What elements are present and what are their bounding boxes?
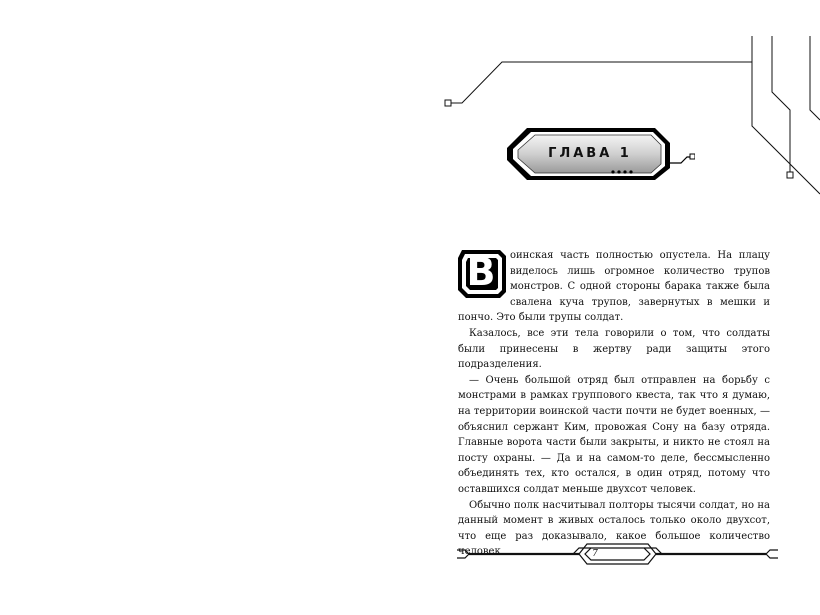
- page-number: 7: [592, 549, 598, 559]
- paragraph-4: Обычно полк насчитывал полторы тысячи солдат, но на данный момент в живых осталось только около двухсот, что еще раз доказывало, какое большое количество человек: [458, 499, 770, 558]
- dropcap-letter: В: [466, 250, 496, 294]
- paragraph-3: — Очень большой отряд был отправлен на борьбу с монстрами в рамках группового квеста, так что я думаю, на территории воинской части почти не будет военных, — объяснил сержант Ким, провожая Сону на базу отряда. Главные ворота части были закрыты, и никто не стоял на посту охраны. — Да и на самом-то деле, бессмысленно объединять тех, кто остался, в один отряд, потому что оставшихся солдат меньше двухсот человек.: [458, 374, 770, 495]
- paragraph-2: Казалось, все эти тела говорили о том, что солдаты были принесены в жертву ради защиты этого подразделения.: [458, 327, 770, 371]
- chapter-title: ГЛАВА 1: [548, 146, 632, 161]
- chapter-body-text: [458, 248, 770, 560]
- dropcap-spacer: [458, 250, 504, 296]
- footer-ornament: [455, 540, 780, 568]
- paragraph-1: оинская часть полностью опустела. На плацу виделось лишь огромное количество трупов монстров. С одной стороны барака также была свалена куча трупов, завернутых в мешки и пончо. Это были трупы солдат.: [458, 250, 770, 324]
